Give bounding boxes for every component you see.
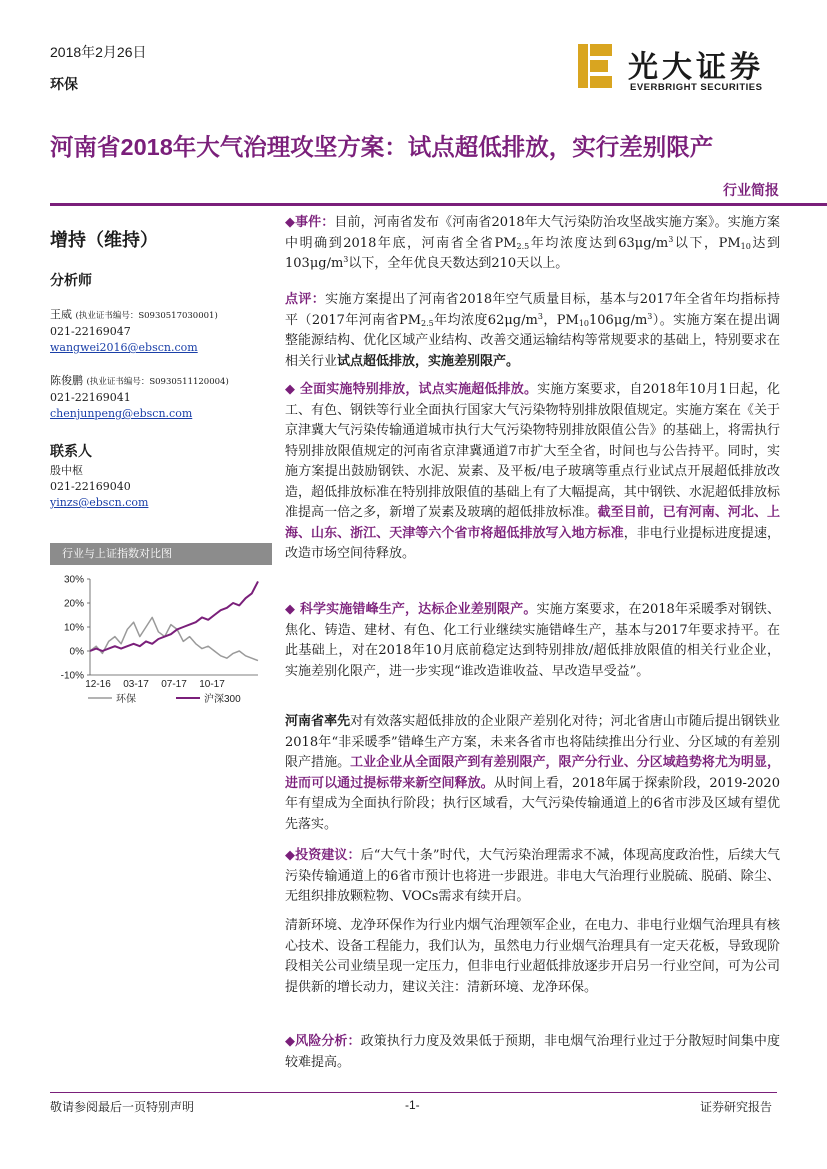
analyst-email-link[interactable]: chenjunpeng@ebscn.com <box>50 407 193 420</box>
subscript: 10 <box>578 318 589 328</box>
y-tick-label: 20% <box>63 598 84 610</box>
text-run: 目前，河南省发布《河南省2018年大气污染防治攻坚战实施方案》。实施方案中明确到2018年底，河南省全省PM <box>285 215 781 251</box>
contact-email-link[interactable]: yinzs@ebscn.com <box>50 496 149 509</box>
rating: 增持（维持） <box>50 230 158 250</box>
emphasis-text: 河南省率先 <box>285 714 351 729</box>
staggered-production-paragraph <box>285 600 780 682</box>
analyst-license: (执业证书编号：S0930511120004) <box>86 377 229 387</box>
text-run: 政策执行力度及效果低于预期，非电烟气治理行业过于分散短时间集中度较难提高。 <box>285 1034 780 1070</box>
contact-card <box>50 463 272 511</box>
event-paragraph <box>285 213 780 275</box>
highlight-text: 截至目前，已有河南、河北、上海、山东、浙江、天津等六个省市将超低排放写入地方标准 <box>285 505 780 541</box>
event-marker: ◆事件： <box>285 215 335 230</box>
analyst-phone: 021-22169041 <box>50 391 131 404</box>
risk-marker: ◆风险分析： <box>285 1034 361 1049</box>
section-marker: ◆ 科学实施错峰生产，达标企业差别限产。 <box>285 602 537 617</box>
investment-paragraph <box>285 846 780 908</box>
y-tick-label: 30% <box>63 574 84 586</box>
comment-paragraph <box>285 290 780 372</box>
chart-title: 行业与上证指数对比图 <box>50 543 272 565</box>
analyst-license: (执业证书编号：S0930517030001) <box>75 311 218 321</box>
legend-label: 沪深300 <box>204 694 241 705</box>
series-line-env <box>90 617 258 660</box>
text-run: 实施方案要求，在2018年采暖季对钢铁、焦化、铸造、建材、有色、化工行业继续实施错峰生产，基本与2017年要求持平。在此基础上，对在2018年10月底前稳定达到特别排放/超低排放限值的相关行业企业，实施差别化限产，进一步实现“谁改造谁收益、早改造早受益”。 <box>285 602 780 679</box>
y-tick-label: -10% <box>60 670 84 682</box>
superscript: 3 <box>537 311 543 321</box>
analyst-name: 王威 <box>50 308 72 321</box>
footer-divider <box>50 1092 777 1093</box>
x-tick-label: 10-17 <box>199 679 225 690</box>
analyst-email-link[interactable]: wangwei2016@ebscn.com <box>50 341 198 354</box>
document-type: 行业简报 <box>723 182 779 198</box>
recommendation-paragraph: 清新环境、龙净环保作为行业内烟气治理领军企业，在电力、非电行业烟气治理具有核心技术、设备工程能力，我们认为，虽然电力行业烟气治理具有一定天花板，导致现阶段相关公司业绩呈现一定压力，但非电行业超低排放逐步开启另一行业空间，可为公司提供新的增长动力，建议关注：清新环境、龙净环保。 <box>285 918 780 995</box>
legend-label: 环保 <box>116 694 136 705</box>
henan-first-paragraph <box>285 712 780 835</box>
comment-marker: 点评： <box>285 292 326 307</box>
emphasis-text: 试点超低排放，实施差别限产。 <box>337 353 520 369</box>
header-divider <box>50 203 827 206</box>
superscript: 3 <box>668 234 674 244</box>
report-date: 2018年2月26日 <box>50 44 147 60</box>
chart-plot <box>50 565 272 715</box>
text-run: 实施方案提出了河南省2018年空气质量目标，基本与2017年全省年均指标持平（2017年河南省PM <box>285 292 780 328</box>
text-run: ，PM <box>542 312 579 328</box>
x-tick-label: 07-17 <box>161 679 187 690</box>
footer-report-type: 证券研究报告 <box>700 1100 773 1114</box>
text-run: 从时间上看，2018年属于探索阶段，2019-2020年有望成为全面执行阶段；执行区域看，大气污染传输通道上的6省市涉及区域有望优先落实。 <box>285 775 780 832</box>
text-run: 年均浓度达到63μg/m <box>529 235 669 251</box>
analyst-name: 陈俊鹏 <box>50 374 83 387</box>
report-title: 河南省2018年大气治理攻坚方案：试点超低排放，实行差别限产 <box>50 134 714 160</box>
text-run: 年均浓度62μg/m <box>433 312 538 328</box>
company-logo <box>578 44 778 96</box>
analyst-card <box>50 307 272 356</box>
text-run: ）。实施方案在提出调整能源结构、优化区域产业结构、改善交通运输结构等常规要求的基础上，特别要求在相关行业 <box>285 312 780 369</box>
sector-label: 环保 <box>50 76 78 92</box>
text-run: 达到103μg/m <box>285 235 780 271</box>
x-tick-label: 12-16 <box>85 679 111 690</box>
text-run: 106μg/m <box>589 312 648 328</box>
section-marker: ◆ 全面实施特别排放，试点实施超低排放。 <box>285 382 538 397</box>
text-run: 对有效落实超低排放的企业限产差别化对待；河北省唐山市随后提出钢铁业2018年“非采暖季”错峰生产方案，未来各省市也将陆续推出分行业、分区域的有差别限产措施。 <box>285 714 780 770</box>
contact-name: 殷中枢 <box>50 464 83 477</box>
highlight-text: 工业企业从全面限产到有差别限产，限产分行业、分区域趋势将尤为明显，进而可以通过提标带来新空间释放。 <box>285 755 780 791</box>
subscript: 10 <box>740 241 751 251</box>
investment-marker: ◆投资建议： <box>285 848 361 863</box>
text-run: 后“大气十条”时代，大气污染治理需求不减，体现高度政治性，后续大气污染传输通道上的6省市预计也将进一步跟进。非电大气治理行业脱硫、脱硝、除尘、无组织排放颗粒物、VOCs需求有续开启。 <box>285 848 781 904</box>
logo-english-name: EVERBRIGHT SECURITIES <box>630 82 763 93</box>
x-tick-label: 03-17 <box>123 679 149 690</box>
special-emission-paragraph <box>285 380 780 565</box>
performance-chart <box>50 543 272 715</box>
subscript: 2.5 <box>421 318 434 328</box>
y-tick-label: 0% <box>69 646 84 658</box>
risk-paragraph <box>285 1032 780 1073</box>
contact-phone: 021-22169040 <box>50 480 131 493</box>
footer-disclaimer: 敬请参阅最后一页特别声明 <box>50 1100 195 1114</box>
subscript: 2.5 <box>516 241 530 251</box>
text-run: ，非电行业提标进度提速，改造市场空间待释放。 <box>285 525 780 561</box>
analyst-phone: 021-22169047 <box>50 325 131 338</box>
y-tick-label: 10% <box>63 622 84 634</box>
analyst-heading: 分析师 <box>50 272 92 288</box>
text-run: 以下，全年优良天数达到210天以上。 <box>348 256 569 271</box>
page-number: -1- <box>405 1098 420 1112</box>
superscript: 3 <box>647 311 653 321</box>
series-line-hs300 <box>90 581 258 651</box>
superscript: 3 <box>343 255 349 264</box>
logo-mark-icon <box>578 44 614 88</box>
text-run: 实施方案要求，自2018年10月1日起，化工、有色、钢铁等行业全面执行国家大气污染物特别排放限值规定。实施方案在《关于京津冀大气污染传输通道城市执行大气污染物特别排放限值公告》的基础上，将需执行特别排放限值规定的河南省京津冀通道7市扩大至全省，时间也与公告持平。同时，实施方案提出鼓励钢铁、水泥、炭素、及平板/电子玻璃等重点行业试点开展超低排放改造，超低排放标准在特别排放限值的基础上有了大幅提高，其中钢铁、水泥超低排放标准提高一倍之多，新增了炭素及玻璃的超低排放标准。 <box>285 382 780 520</box>
text-run: 以下，PM <box>673 235 741 251</box>
logo-name: 光大证券 <box>628 50 764 85</box>
contact-heading: 联系人 <box>50 443 92 459</box>
analyst-card <box>50 373 272 422</box>
